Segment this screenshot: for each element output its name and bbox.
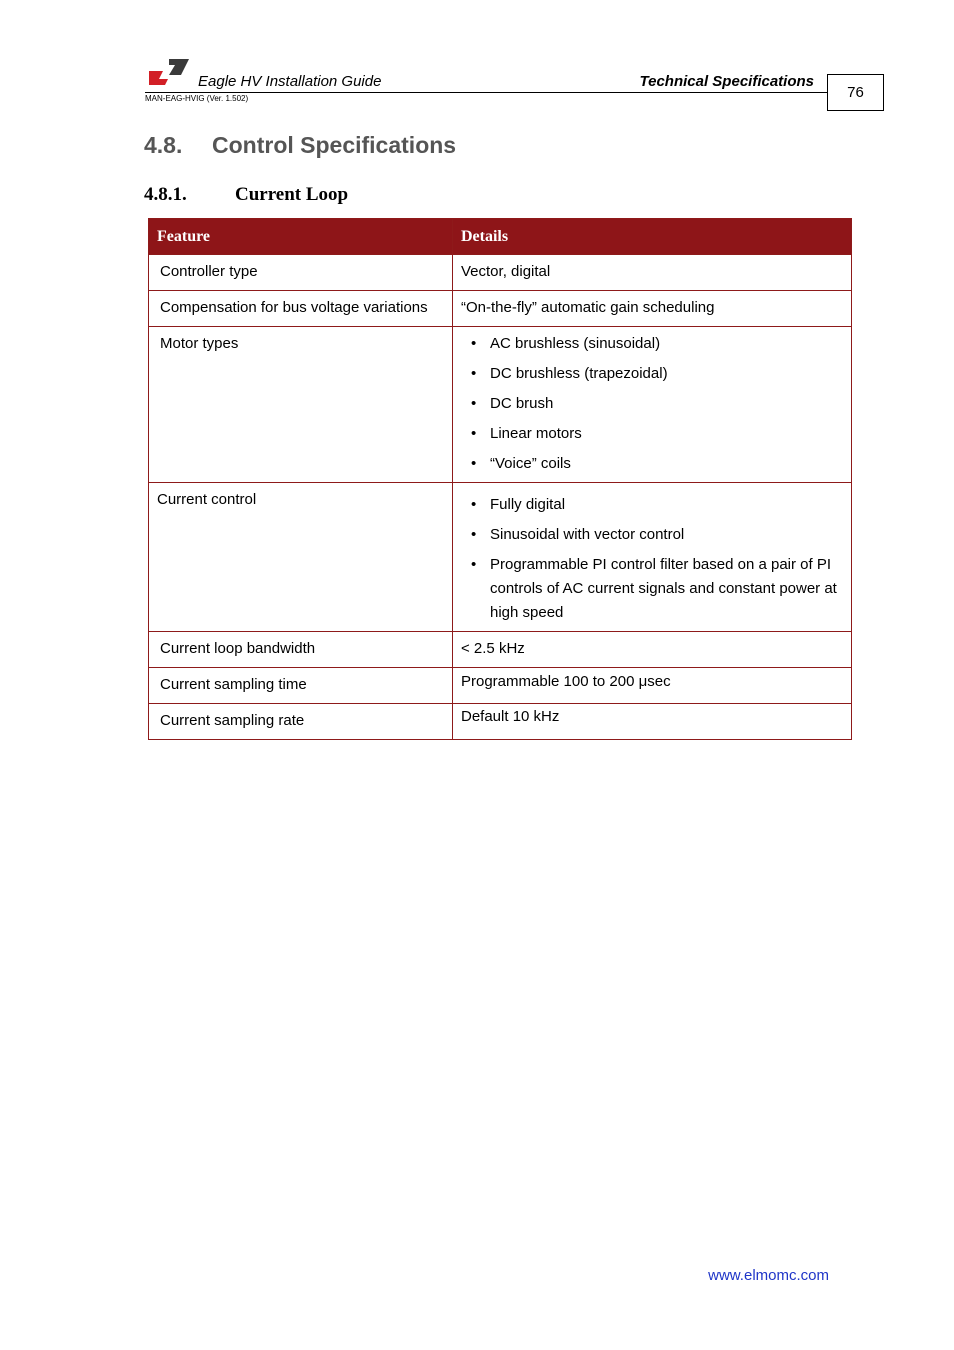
section-title: Technical Specifications (639, 73, 814, 90)
table-row (149, 327, 852, 483)
elmo-logo-icon (147, 57, 191, 87)
document-code: MAN-EAG-HVIG (Ver. 1.502) (145, 94, 249, 103)
details-cell (453, 483, 852, 632)
table-row (149, 255, 852, 291)
heading-control-specifications (144, 132, 456, 159)
table-header-row (149, 219, 852, 255)
feature-cell: Current control (149, 483, 453, 632)
details-cell: “On-the-fly” automatic gain scheduling (453, 291, 852, 327)
list-item: • DC brushless (trapezoidal) (490, 362, 843, 386)
table-row (149, 668, 852, 704)
table-row (149, 291, 852, 327)
feature-cell: Motor types (149, 327, 453, 483)
list-item: • Sinusoidal with vector control (490, 523, 843, 547)
current-control-list (461, 493, 843, 625)
details-cell (453, 327, 852, 483)
current-loop-table (148, 218, 852, 740)
header-rule (145, 92, 827, 93)
motor-types-list (461, 332, 843, 476)
feature-cell: Current sampling rate (149, 704, 453, 740)
feature-cell: Controller type (149, 255, 453, 291)
header-details: Details (453, 219, 852, 255)
list-item: • Fully digital (490, 493, 843, 517)
page-number: 76 (827, 74, 884, 111)
table-row (149, 704, 852, 740)
heading2-text: Current Loop (235, 184, 349, 205)
heading1-text: Control Specifications (212, 132, 457, 158)
list-item: • AC brushless (sinusoidal) (490, 332, 843, 356)
heading1-number: 4.8. (144, 132, 183, 158)
document-title: Eagle HV Installation Guide (198, 73, 382, 90)
details-cell: Default 10 kHz (453, 704, 852, 740)
list-item: • DC brush (490, 392, 843, 416)
feature-cell: Current loop bandwidth (149, 632, 453, 668)
table-row (149, 483, 852, 632)
list-item: • Linear motors (490, 422, 843, 446)
heading2-number: 4.8.1. (144, 184, 187, 205)
heading-current-loop (144, 184, 348, 206)
feature-cell: Current sampling time (149, 668, 453, 704)
feature-cell: Compensation for bus voltage variations (149, 291, 453, 327)
header-feature: Feature (149, 219, 453, 255)
table-row (149, 632, 852, 668)
list-item: • Programmable PI control filter based on a pair of PI controls of AC current signals and constant power at high speed (490, 553, 843, 625)
list-item: • “Voice” coils (490, 452, 843, 476)
details-cell: < 2.5 kHz (453, 632, 852, 668)
details-cell: Vector, digital (453, 255, 852, 291)
details-cell: Programmable 100 to 200 μsec (453, 668, 852, 704)
website-link[interactable]: www.elmomc.com (708, 1267, 829, 1284)
